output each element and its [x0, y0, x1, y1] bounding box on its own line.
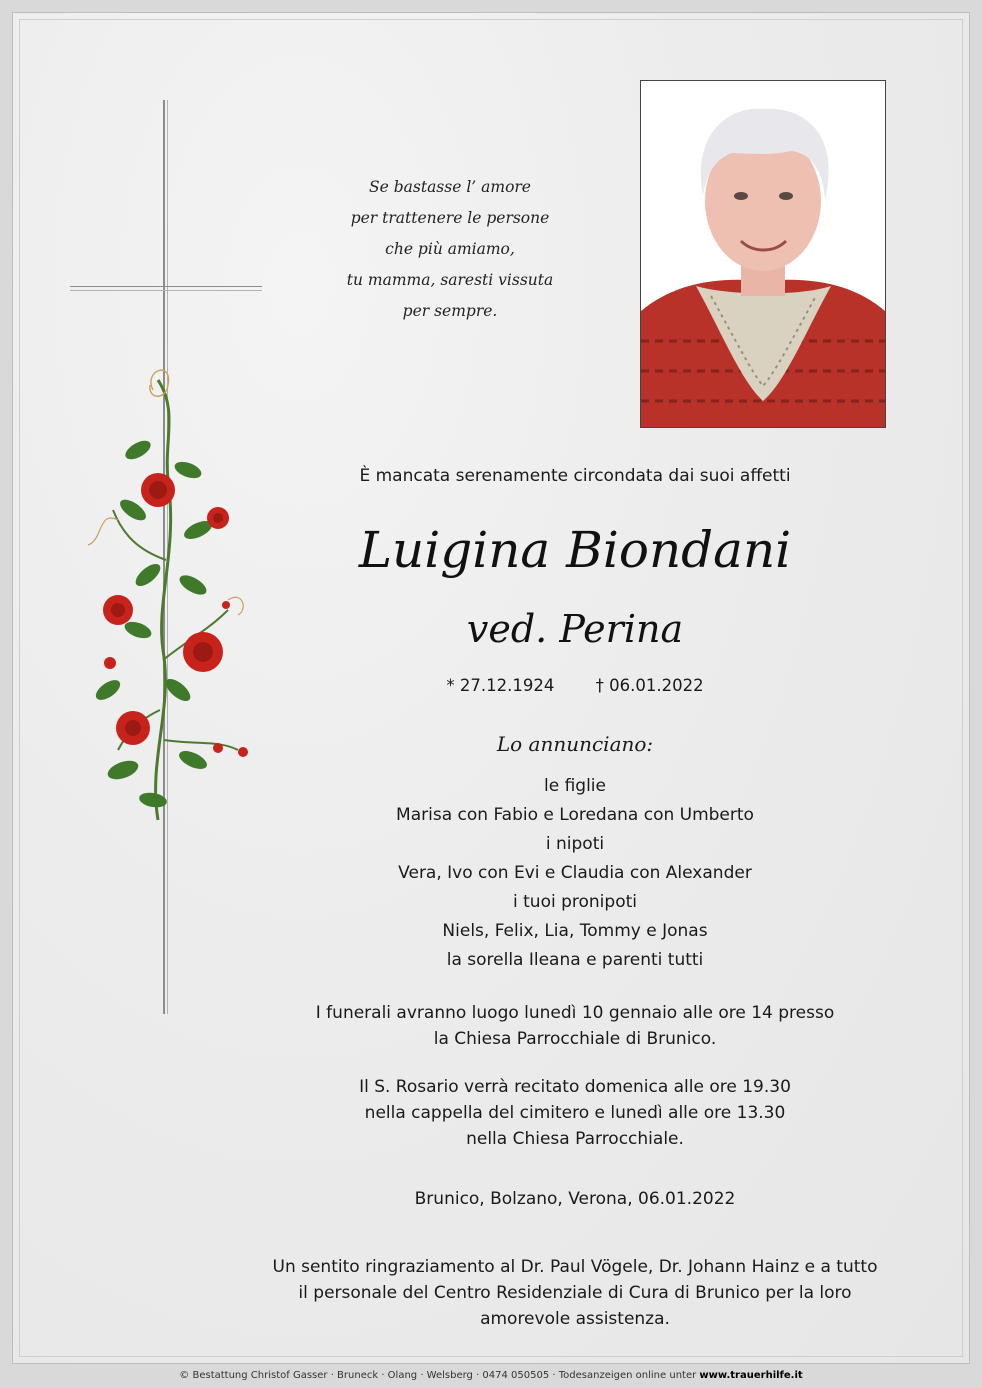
poem-line: che più amiamo, — [385, 240, 515, 258]
announcement-lead: È mancata serenamente circondata dai suoi affetti — [359, 466, 791, 486]
rose-flower-center — [183, 632, 223, 672]
mourners-line: i nipoti — [545, 834, 605, 854]
mourners-heading: Lo annunciano: — [496, 732, 654, 756]
rose-flower-bud-right — [207, 507, 229, 529]
rosary-line: nella Chiesa Parrocchiale. — [466, 1129, 684, 1149]
death-date: † 06.01.2022 — [595, 676, 704, 695]
rose-flower-top — [141, 473, 175, 507]
thanks-line: il personale del Centro Residenziale di Cura di Brunico per la loro — [298, 1283, 852, 1303]
birth-date: * 27.12.1924 — [446, 676, 555, 695]
poem-line: per sempre. — [402, 302, 498, 320]
poem-line: Se bastasse l’ amore — [369, 178, 531, 196]
poem — [320, 172, 580, 327]
rose-flower-left — [103, 595, 133, 625]
mourners-line: le figlie — [544, 776, 606, 796]
poem-line: tu mamma, saresti vissuta — [346, 271, 554, 289]
rosary-line: Il S. Rosario verrà recitato domenica alle ore 19.30 — [359, 1077, 791, 1097]
place-date: Brunico, Bolzano, Verona, 06.01.2022 — [414, 1189, 736, 1209]
rose-flower-bottom — [116, 711, 150, 745]
cross-horizontal-bar — [70, 286, 262, 287]
footer — [0, 1370, 982, 1381]
mourners-line: Marisa con Fabio e Loredana con Umberto — [396, 805, 754, 825]
funeral-line: I funerali avranno luogo lunedì 10 gennaio alle ore 14 presso — [315, 1003, 835, 1023]
poem-line: per trattenere le persone — [350, 209, 550, 227]
portrait-photo — [640, 80, 886, 428]
mourners-line: la sorella Ileana e parenti tutti — [446, 950, 704, 970]
mourners-line: Vera, Ivo con Evi e Claudia con Alexander — [398, 863, 752, 883]
thanks-line: amorevole assistenza. — [480, 1309, 670, 1329]
funeral-line: la Chiesa Parrocchiale di Brunico. — [433, 1029, 717, 1049]
cross-horizontal-shadow — [70, 290, 262, 291]
life-dates — [270, 676, 880, 695]
mourners-line: Niels, Felix, Lia, Tommy e Jonas — [442, 921, 708, 941]
rosary-line: nella cappella del cimitero e lunedì alle ore 13.30 — [364, 1103, 786, 1123]
funeral-info — [270, 1000, 880, 1052]
thanks-note — [270, 1254, 880, 1332]
footer-link[interactable]: www.trauerhilfe.it — [699, 1370, 803, 1381]
married-name: ved. Perina — [466, 607, 684, 651]
footer-text: © Bestattung Christof Gasser · Bruneck · Olang · Welsberg · 0474 050505 · Todesanzeigen online unter — [179, 1370, 697, 1381]
mourners-line: i tuoi pronipoti — [513, 892, 637, 912]
mourners-list — [270, 772, 880, 975]
portrait-illustration — [641, 81, 885, 427]
roses-decoration — [78, 360, 268, 830]
deceased-name: Luigina Biondani — [358, 521, 792, 579]
thanks-line: Un sentito ringraziamento al Dr. Paul Vögele, Dr. Johann Hainz e a tutto — [272, 1257, 878, 1277]
rosary-info — [270, 1074, 880, 1152]
